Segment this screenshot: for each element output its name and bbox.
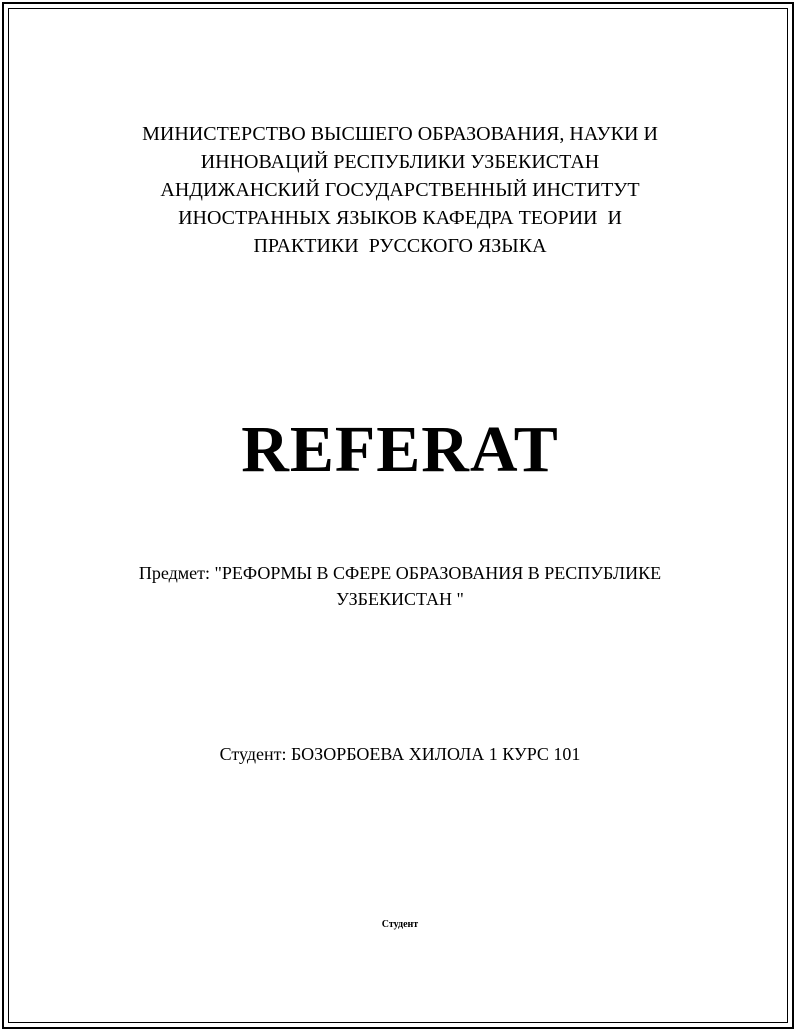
institution-header <box>80 120 720 260</box>
header-line: ИНОСТРАННЫХ ЯЗЫКОВ КАФЕДРА ТЕОРИИ И <box>178 207 622 229</box>
header-line: МИНИСТЕРСТВО ВЫСШЕГО ОБРАЗОВАНИЯ, НАУКИ И <box>142 123 658 145</box>
student-info: Студент: БОЗОРБОЕВА ХИЛОЛА 1 КУРС 101 <box>219 744 581 764</box>
document-title: REFERAT <box>241 413 559 486</box>
header-line: ИННОВАЦИЙ РЕСПУБЛИКИ УЗБЕКИСТАН <box>200 151 600 173</box>
subject-line: Предмет: "РЕФОРМЫ В СФЕРЕ ОБРАЗОВАНИЯ В РЕСПУБЛИКЕ <box>138 563 662 583</box>
subject-line: УЗБЕКИСТАН " <box>336 589 464 609</box>
header-line: ПРАКТИКИ РУССКОГО ЯЗЫКА <box>253 235 547 257</box>
subject-text <box>80 560 720 612</box>
header-line: АНДИЖАНСКИЙ ГОСУДАРСТВЕННЫЙ ИНСТИТУТ <box>160 179 640 201</box>
footer-label: Студент <box>381 919 419 930</box>
